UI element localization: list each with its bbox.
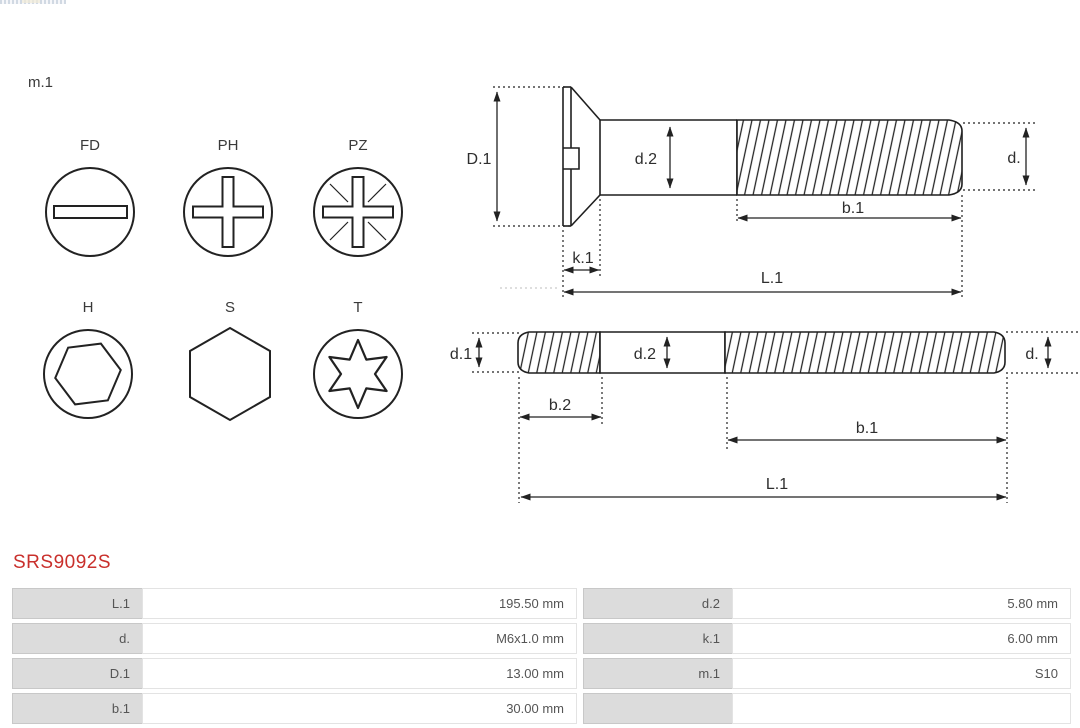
spec-label: k.1 xyxy=(583,623,733,654)
phillips-drive-icon xyxy=(180,164,276,260)
drive-code-t: T xyxy=(353,299,363,316)
dim-label-d1: d.1 xyxy=(449,346,473,363)
drive-code-s: S xyxy=(224,299,235,316)
drive-head-h xyxy=(38,298,138,422)
dim-label-L1: L.1 xyxy=(765,476,789,493)
logo-fragment xyxy=(0,0,66,4)
drive-code-h: H xyxy=(82,299,94,316)
spec-label: d.2 xyxy=(583,588,733,619)
dim-label-L1: L.1 xyxy=(760,270,784,287)
drive-head-s xyxy=(180,298,280,422)
spec-value: S10 xyxy=(732,658,1071,689)
table-row xyxy=(12,588,1071,619)
spec-label: D.1 xyxy=(12,658,143,689)
table-row xyxy=(12,623,1071,654)
spec-label xyxy=(583,693,733,724)
drive-head-fd xyxy=(40,136,140,260)
torx-drive-icon xyxy=(310,326,406,422)
dim-label-d: d. xyxy=(1025,346,1039,363)
spec-label: d. xyxy=(12,623,143,654)
dim-label-b1: b.1 xyxy=(855,420,879,437)
spec-value: M6x1.0 mm xyxy=(142,623,577,654)
drive-code-fd: FD xyxy=(80,137,100,154)
stud-outline xyxy=(518,332,1005,373)
drive-head-pz xyxy=(308,136,408,260)
part-number: SRS9092S xyxy=(13,552,112,573)
pozidriv-drive-icon xyxy=(310,164,406,260)
table-row xyxy=(12,693,1071,724)
dim-label-D1: D.1 xyxy=(466,151,492,168)
section-label-m1: m.1 xyxy=(28,74,54,91)
hex-external-drive-icon xyxy=(182,326,278,422)
spec-value: 13.00 mm xyxy=(142,658,577,689)
drive-head-ph xyxy=(178,136,278,260)
spec-label: m.1 xyxy=(583,658,733,689)
countersunk-screw-outline xyxy=(563,87,962,226)
dim-label-k1: k.1 xyxy=(572,250,594,267)
table-row xyxy=(12,658,1071,689)
drive-code-ph: PH xyxy=(217,137,239,154)
spec-value: 6.00 mm xyxy=(732,623,1071,654)
dim-label-b1: b.1 xyxy=(841,200,865,217)
dim-label-d2: d.2 xyxy=(633,346,656,363)
spec-value: 30.00 mm xyxy=(142,693,577,724)
dim-label-b2: b.2 xyxy=(548,397,572,414)
spec-value: 195.50 mm xyxy=(142,588,577,619)
spec-label: L.1 xyxy=(12,588,143,619)
spec-label: b.1 xyxy=(12,693,143,724)
drive-code-pz: PZ xyxy=(348,137,368,154)
flat-drive-icon xyxy=(42,164,138,260)
hex-socket-drive-icon xyxy=(40,326,136,422)
screw-technical-drawing xyxy=(440,60,1080,515)
dim-label-d: d. xyxy=(1007,150,1021,167)
spec-value: 5.80 mm xyxy=(732,588,1071,619)
drive-head-t xyxy=(308,298,408,422)
spec-value xyxy=(732,693,1071,724)
dim-label-d2: d.2 xyxy=(634,151,657,168)
spec-table xyxy=(12,588,1071,728)
